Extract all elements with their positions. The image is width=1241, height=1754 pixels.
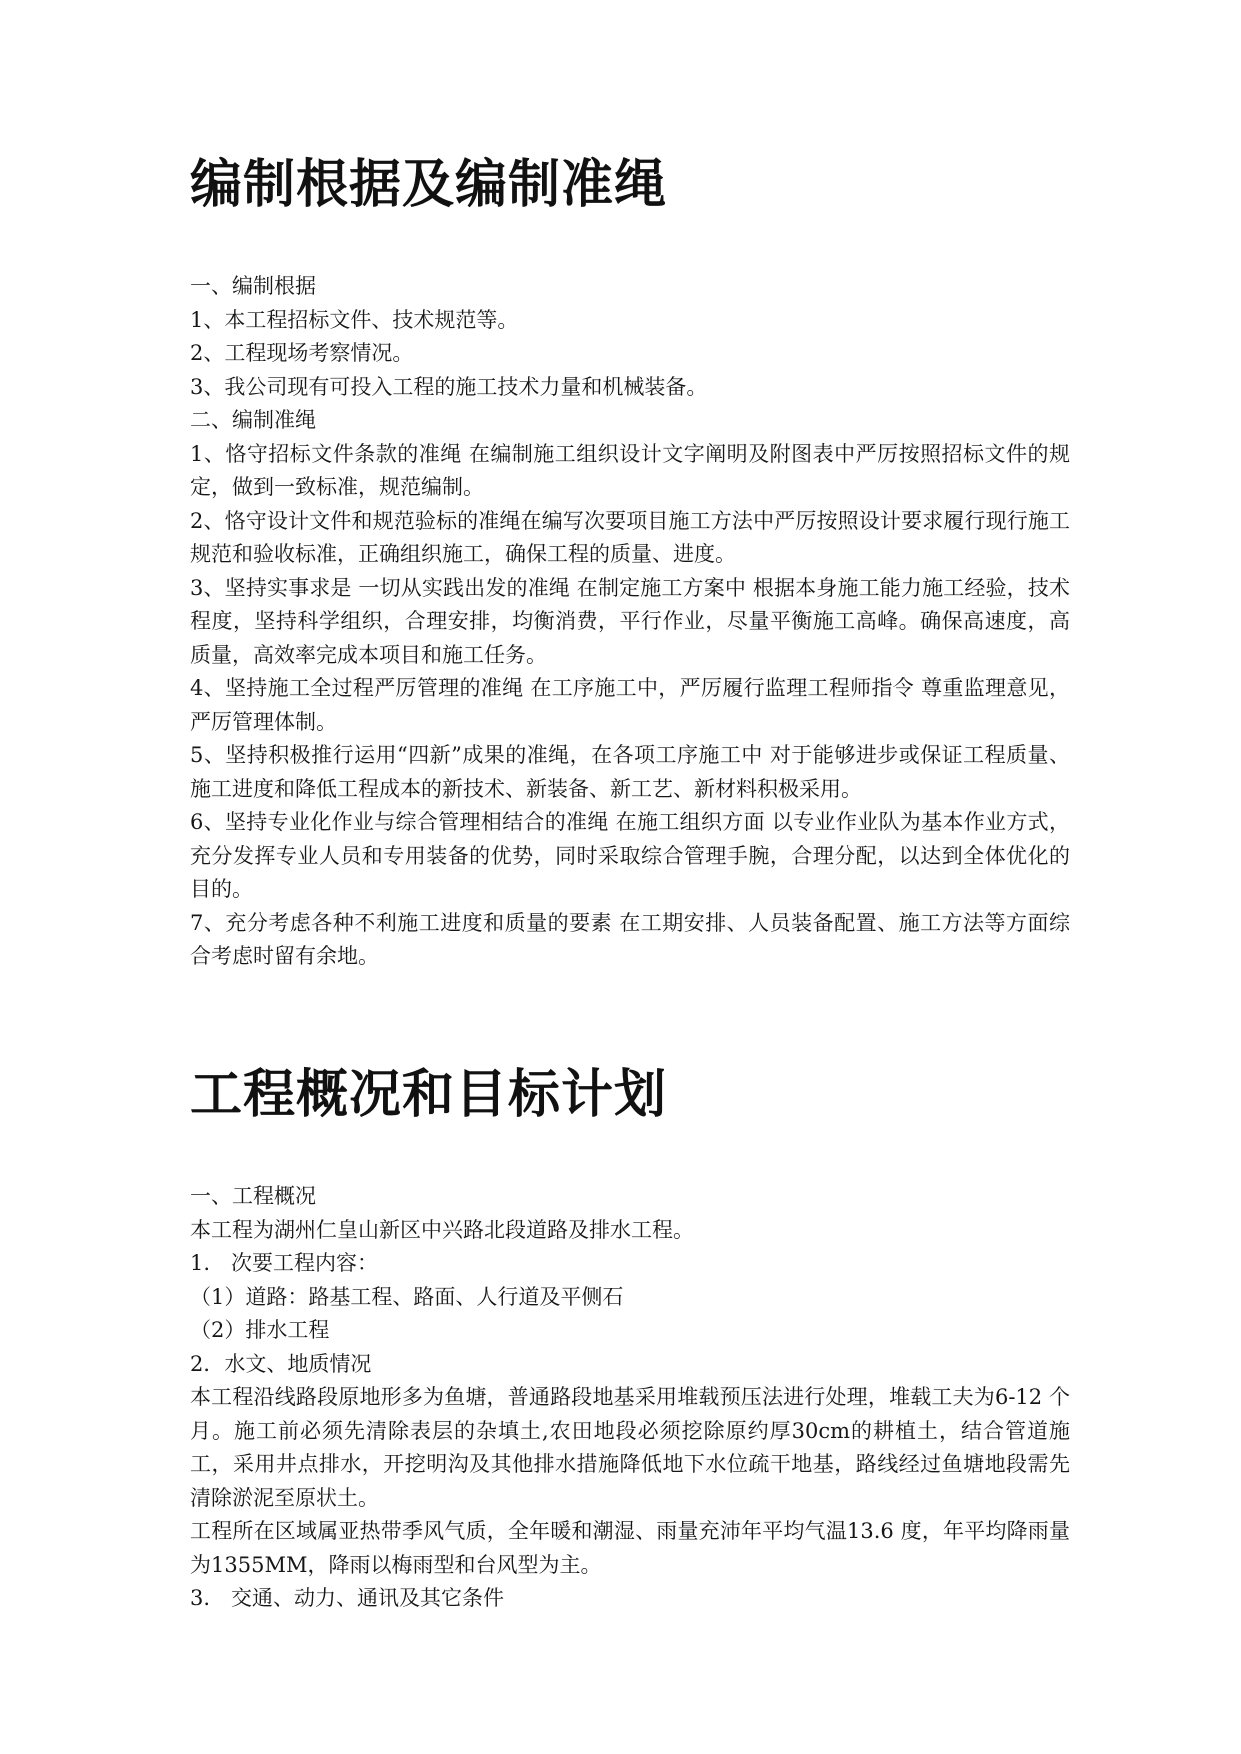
section-project-overview — [190, 1060, 1070, 1616]
paragraph: 二、编制准绳 — [190, 408, 316, 432]
paragraph: 2、工程现场考察情况。 — [190, 341, 414, 365]
paragraph: 一、工程概况 — [190, 1184, 316, 1208]
paragraph: 2．水文、地质情况 — [190, 1351, 372, 1376]
paragraph: 工程所在区域属亚热带季风气质，全年暖和潮湿、雨量充沛年平均气温13.6 度，年平均降雨量为1355MM，降雨以梅雨型和台风型为主。 — [190, 1519, 1070, 1577]
paragraph: 本工程沿线路段原地形多为鱼塘，普通路段地基采用堆载预压法进行处理，堆载工夫为6-12 个月。施工前必须先清除表层的杂填土,农田地段必须挖除原约厚30cm的耕植土，结合管道施工，采用井点排水，开挖明沟及其他排水措施降低地下水位疏干地基，路线经过鱼塘地段需先清除淤泥至原状土。 — [190, 1385, 1070, 1510]
paragraph: 1. 次要工程内容： — [190, 1251, 379, 1275]
section-body — [190, 270, 1070, 974]
paragraph: 1、本工程招标文件、技术规范等。 — [190, 307, 519, 332]
section-heading: 编制根据及编制准绳 — [190, 155, 668, 215]
paragraph: （2）排水工程 — [190, 1318, 330, 1342]
paragraph: 3. 交通、动力、通讯及其它条件 — [190, 1586, 505, 1610]
paragraph: 7、充分考虑各种不利施工进度和质量的要素 在工期安排、人员装备配置、施工方法等方面综合考虑时留有余地。 — [190, 910, 1070, 968]
paragraph: 6、坚持专业化作业与综合管理相结合的准绳 在施工组织方面 以专业作业队为基本作业方式，充分发挥专业人员和专用装备的优势，同时采取综合管理手腕，合理分配，以达到全体优化的目的。 — [190, 810, 1070, 901]
paragraph: 3、我公司现有可投入工程的施工技术力量和机械装备。 — [190, 374, 708, 399]
section-body — [190, 1180, 1070, 1616]
paragraph: 3、坚持实事求是 一切从实践出发的准绳 在制定施工方案中 根据本身施工能力施工经验，技术程度，坚持科学组织，合理安排，均衡消费，平行作业，尽量平衡施工高峰。确保高速度，高质量，高效率完成本项目和施工任务。 — [190, 575, 1070, 667]
section-heading: 工程概况和目标计划 — [190, 1065, 668, 1125]
paragraph: 5、坚持积极推行运用“四新”成果的准绳，在各项工序施工中 对于能够进步或保证工程质量、施工进度和降低工程成本的新技术、新装备、新工艺、新材料积极采用。 — [190, 743, 1070, 801]
paragraph: （1）道路：路基工程、路面、人行道及平侧石 — [190, 1284, 624, 1309]
paragraph: 一、编制根据 — [190, 274, 316, 298]
paragraph: 本工程为湖州仁皇山新区中兴路北段道路及排水工程。 — [190, 1217, 694, 1242]
section-compilation-basis — [190, 150, 1070, 974]
paragraph: 4、坚持施工全过程严厉管理的准绳 在工序施工中，严厉履行监理工程师指令 尊重监理意见，严厉管理体制。 — [190, 676, 1070, 734]
paragraph: 1、恪守招标文件条款的准绳 在编制施工组织设计文字阐明及附图表中严厉按照招标文件的规定，做到一致标准，规范编制。 — [190, 441, 1070, 499]
paragraph: 2、恪守设计文件和规范验标的准绳在编写次要项目施工方法中严厉按照设计要求履行现行施工规范和验收标准，正确组织施工，确保工程的质量、进度。 — [190, 508, 1070, 566]
